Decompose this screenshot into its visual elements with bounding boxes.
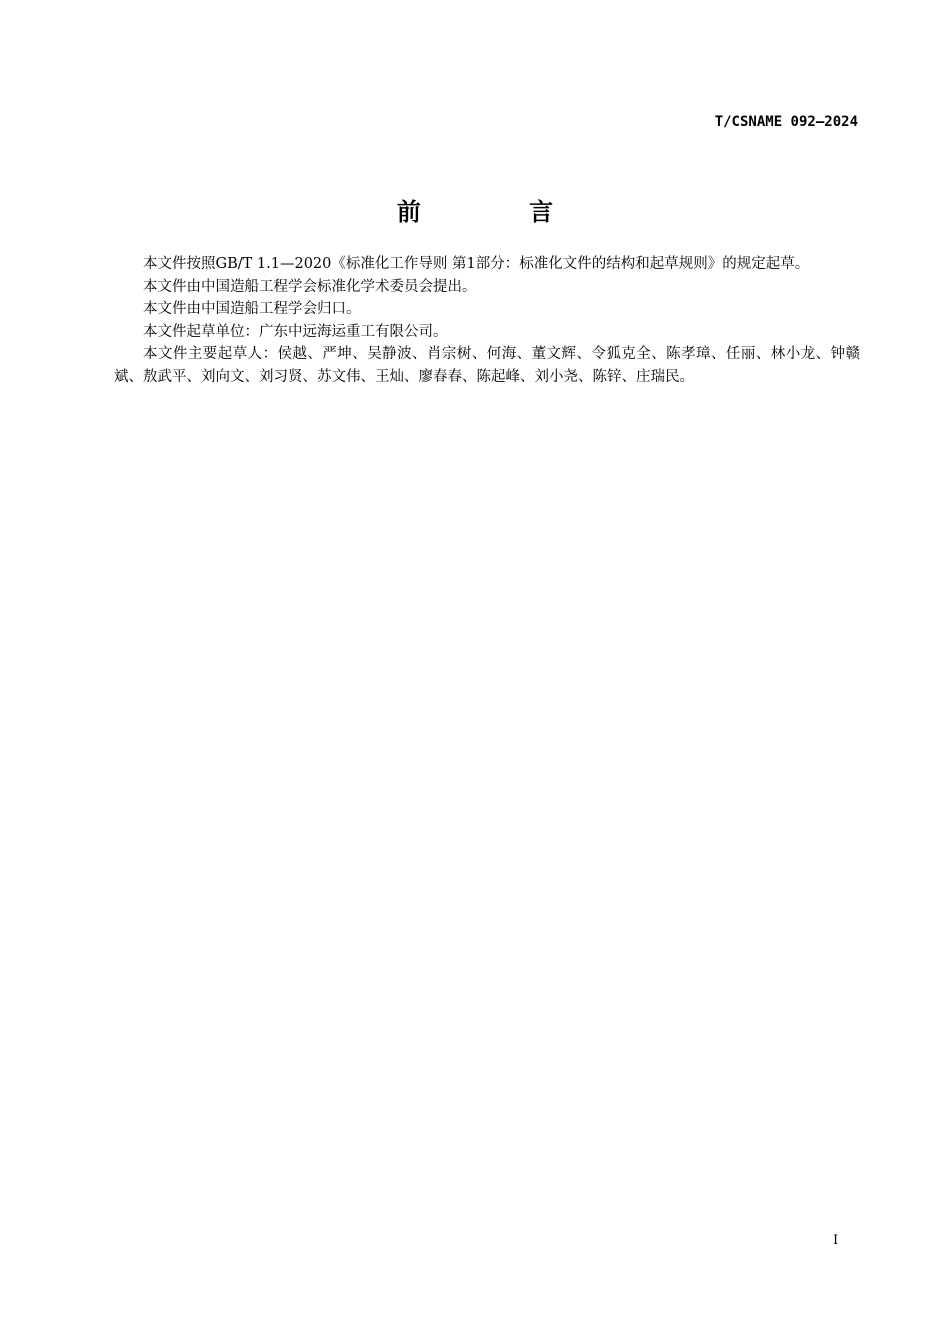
paragraph-drafting-unit: 本文件起草单位：广东中远海运重工有限公司。 [143,323,448,340]
foreword-body [114,253,860,388]
standard-code: T/CSNAME 092—2024 [714,114,858,130]
paragraph-drafters: 本文件主要起草人：侯越、严坤、吴静波、肖宗树、何海、董文辉、令狐克全、陈孝璋、任丽、林小龙、钟赣斌、敖武平、刘向文、刘习贤、苏文伟、王灿、廖春春、陈起峰、刘小尧、陈锌、庄瑞民。 [114,346,860,385]
paragraph-centralized-by: 本文件由中国造船工程学会归口。 [143,301,361,317]
paragraph-drafting-rules: 本文件按照GB/T 1.1—2020《标准化工作导则 第1部分：标准化文件的结构和起草规则》的规定起草。 [143,256,810,272]
page-number: I [833,1233,839,1248]
page-title: 前 言 [396,198,604,226]
paragraph-proposer: 本文件由中国造船工程学会标准化学术委员会提出。 [143,278,477,295]
